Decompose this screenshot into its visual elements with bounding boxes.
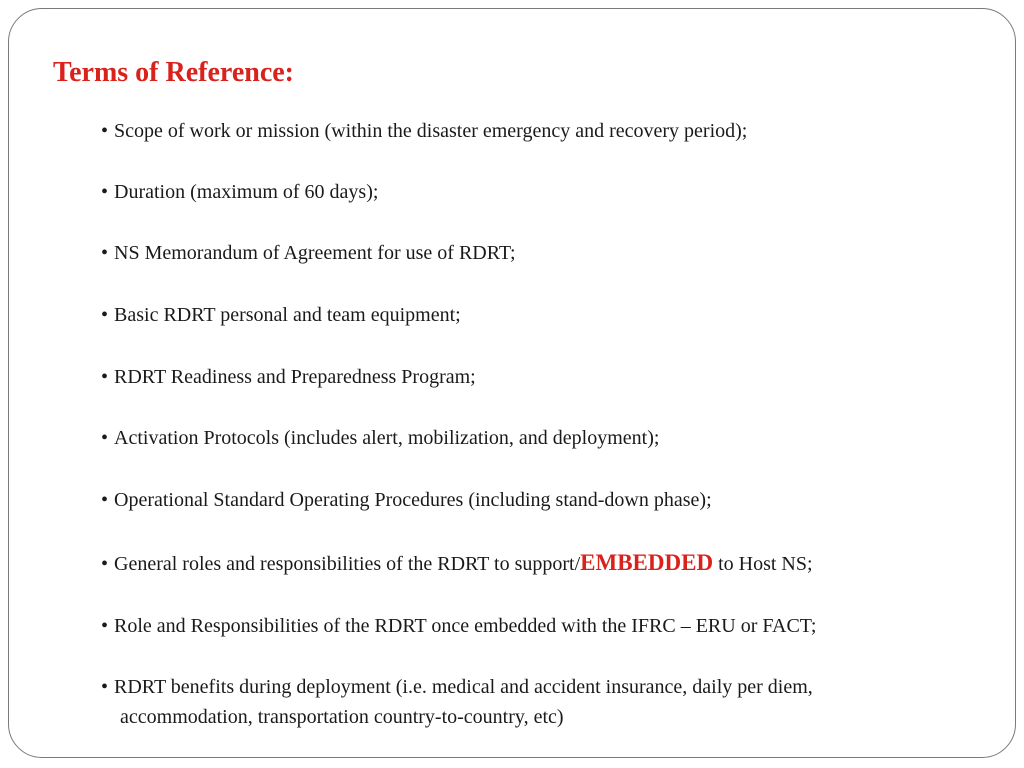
bullet-text: Operational Standard Operating Procedures (including stand-down phase); xyxy=(114,489,712,511)
bullet-text: NS Memorandum of Agreement for use of RDRT; xyxy=(114,242,516,264)
bullet-sop xyxy=(101,485,712,515)
bullet-benefits xyxy=(101,672,813,732)
bullet-icon: • xyxy=(101,553,109,575)
bullet-text: General roles and responsibilities of the RDRT to support/ xyxy=(114,553,581,575)
bullet-general-roles xyxy=(101,548,813,579)
bullet-text-after: to Host NS; xyxy=(713,553,813,575)
bullet-text: Activation Protocols (includes alert, mobilization, and deployment); xyxy=(114,427,660,449)
bullet-icon: • xyxy=(101,427,109,449)
bullet-memorandum xyxy=(101,238,516,268)
bullet-text: Scope of work or mission (within the disaster emergency and recovery period); xyxy=(114,120,748,142)
bullet-readiness xyxy=(101,362,476,392)
bullet-text-continuation: accommodation, transportation country-to-country, etc) xyxy=(120,706,564,728)
bullet-icon: • xyxy=(101,366,109,388)
embedded-emphasis: EMBEDDED xyxy=(580,550,714,575)
bullet-text: Role and Responsibilities of the RDRT once embedded with the IFRC – ERU or FACT; xyxy=(114,615,817,637)
bullet-role-ifrc xyxy=(101,611,816,641)
bullet-icon: • xyxy=(101,120,109,142)
bullet-icon: • xyxy=(101,676,109,698)
bullet-icon: • xyxy=(101,489,109,511)
bullet-text: RDRT benefits during deployment (i.e. medical and accident insurance, daily per diem, xyxy=(114,676,813,698)
bullet-text: Basic RDRT personal and team equipment; xyxy=(114,304,461,326)
slide-title: Terms of Reference: xyxy=(53,57,295,88)
bullet-icon: • xyxy=(101,304,109,326)
bullet-scope xyxy=(101,116,747,146)
bullet-duration xyxy=(101,177,378,207)
bullet-icon: • xyxy=(101,181,109,203)
bullet-activation xyxy=(101,423,659,453)
bullet-icon: • xyxy=(101,242,109,264)
bullet-text: Duration (maximum of 60 days); xyxy=(114,181,379,203)
bullet-icon: • xyxy=(101,615,109,637)
bullet-equipment xyxy=(101,300,461,330)
bullet-text: RDRT Readiness and Preparedness Program; xyxy=(114,366,476,388)
